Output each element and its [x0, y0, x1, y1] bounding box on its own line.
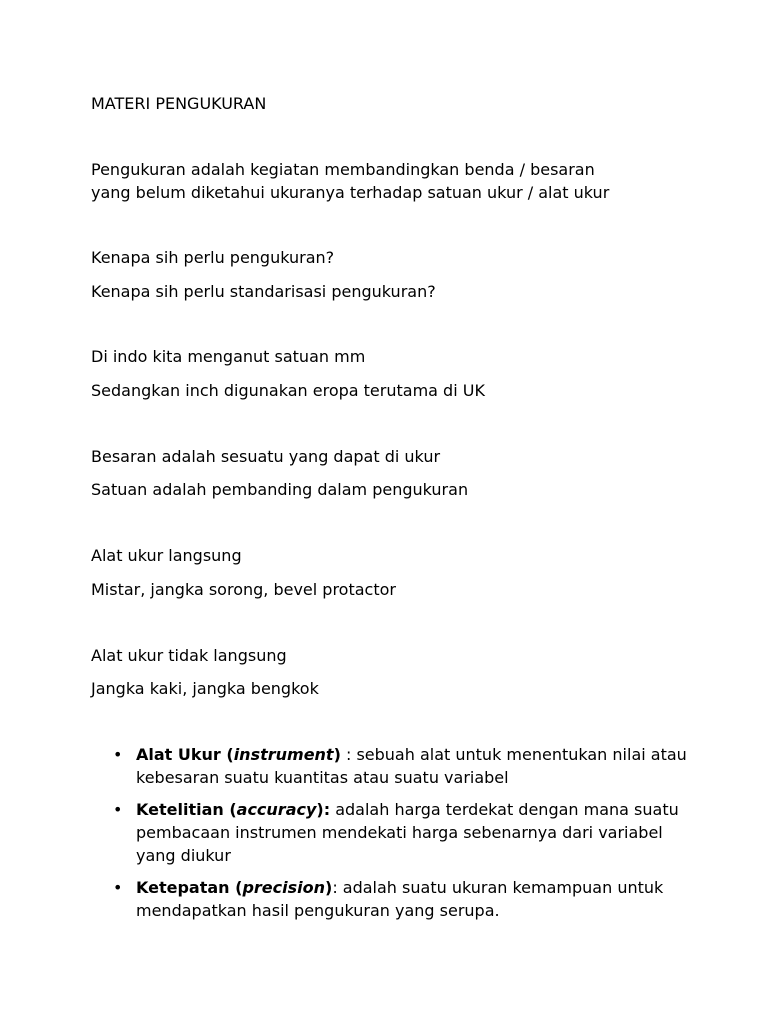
direct-tools-list: Mistar, jangka sorong, bevel protactor	[91, 580, 396, 599]
unit-line-1: Di indo kita menganut satuan mm	[91, 347, 366, 366]
term-description: : adalah suatu ukuran kemampuan untuk mendapatkan hasil pengukuran yang serupa.	[136, 878, 664, 920]
term-english: instrument	[233, 745, 334, 764]
list-item	[91, 876, 691, 922]
term-description: adalah harga terdekat dengan mana suatu pembacaan instrumen mendekati harga sebenarnya dari variabel yang diukur	[136, 800, 679, 865]
definition-line-2: yang belum diketahui ukuranya terhadap satuan ukur / alat ukur	[91, 183, 610, 202]
term-label: Ketelitian (	[136, 800, 237, 819]
term-label: Alat Ukur (	[136, 745, 234, 764]
indirect-tools-heading: Alat ukur tidak langsung	[91, 646, 287, 665]
term-label: Ketepatan (	[136, 878, 243, 897]
list-item	[91, 798, 691, 867]
direct-tools-heading: Alat ukur langsung	[91, 546, 242, 565]
term-english: accuracy	[236, 800, 317, 819]
term-description: : sebuah alat untuk menentukan nilai atau kebesaran suatu kuantitas atau suatu variabel	[136, 745, 687, 787]
definition-line-1: Pengukuran adalah kegiatan membandingkan benda / besaran	[91, 160, 595, 179]
term-english: precision	[242, 878, 325, 897]
list-item	[91, 743, 691, 789]
definitions-bullet-list	[91, 743, 691, 931]
satuan-definition: Satuan adalah pembanding dalam pengukuran	[91, 480, 469, 499]
question-1: Kenapa sih perlu pengukuran?	[91, 248, 335, 267]
question-2: Kenapa sih perlu standarisasi pengukuran?	[91, 282, 436, 301]
bullet-icon: •	[113, 800, 123, 819]
document-title: MATERI PENGUKURAN	[91, 94, 267, 113]
bullet-icon: •	[113, 745, 123, 764]
term-label-close: )	[333, 745, 341, 764]
indirect-tools-list: Jangka kaki, jangka bengkok	[91, 679, 319, 698]
besaran-definition: Besaran adalah sesuatu yang dapat di ukur	[91, 447, 441, 466]
term-label-close: )	[325, 878, 333, 897]
term-label-close: ):	[316, 800, 331, 819]
unit-line-2: Sedangkan inch digunakan eropa terutama di UK	[91, 381, 485, 400]
bullet-icon: •	[113, 878, 123, 897]
